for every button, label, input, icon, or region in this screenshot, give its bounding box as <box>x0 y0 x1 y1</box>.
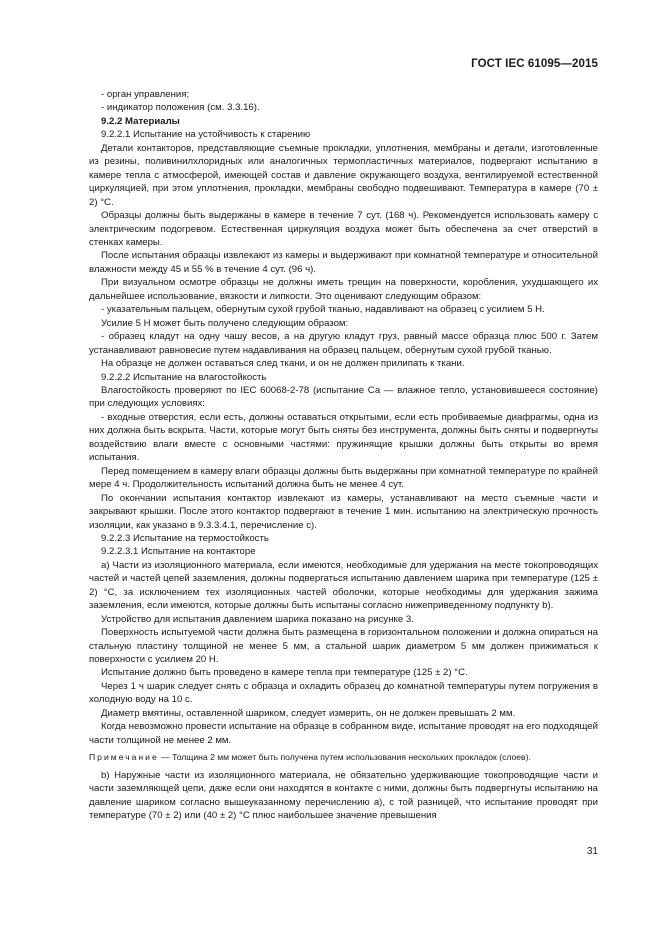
subsection-heading: 9.2.2.3.1 Испытание на контакторе <box>101 546 256 558</box>
paragraph: Через 1 ч шарик следует снять с образца и охладить образец до комнатной температуры путем погружения в холодную воду на 10 с. <box>89 680 598 706</box>
list-item: - образец кладут на одну чашу весов, а на другую кладут груз, равный массе образца плюс 500 г. Затем устанавливают равновесие путем надавливания на образец пальцем, обернутым сухой грубой тканью. <box>89 331 598 356</box>
note-label: Примечание <box>89 752 159 763</box>
subsection-heading: 9.2.2.1 Испытание на устойчивость к старению <box>101 129 311 141</box>
section-heading: 9.2.2 Материалы <box>101 115 180 127</box>
note <box>89 751 598 764</box>
paragraph: а) Части из изоляционного материала, если имеются, необходимые для удержания на месте токопроводящих частей и частей цепей заземления, должны подвергаться испытанию давлением шарика при температуре (125 ± 2) °С, за исключением тех изоляционных частей оболочки, которые необходимы для удержания зажима заземления, если имеются, которые должны быть испытаны согласно нижеприведенному подпункту b). <box>89 559 598 612</box>
paragraph: Детали контакторов, представляющие съемные прокладки, уплотнения, мембраны и детали, изготовленные из резины, поливинилхлоридных или аналогичных термопластичных материалов, подвергают испытанию в камере тепла с атмосферой, имеющей состав и давление окружающего воздуха, вентилируемой естественной циркуляцией, при этом уплотнения, прокладки, мембраны свободно подвешивают. Температура в камере (70 ± 2) °С. <box>89 142 598 208</box>
paragraph: Устройство для испытания давлением шарика показано на рисунке 3. <box>101 613 414 625</box>
list-item: - входные отверстия, если есть, должны оставаться открытыми, если есть пробиваемые диафрагмы, одна из них должна быть вскрыта. Части, которые могут быть сняты без инструмента, должны быть сняты и подвергнуты воздействию влаги вместе с основными частями: пружинящие крышки должны быть открыты во время испытания. <box>89 411 598 464</box>
document-header: ГОСТ IEC 61095—2015 <box>471 58 598 70</box>
list-item: - указательным пальцем, обернутым сухой грубой тканью, надавливают на образец с усилием 5 Н. <box>101 304 545 316</box>
paragraph: Влагостойкость проверяют по IEC 60068-2-78 (испытание Са — влажное тепло, установившееся состояние) при следующих условиях: <box>89 384 598 410</box>
paragraph: На образце не должен оставаться след ткани, и он не должен прилипать к ткани. <box>101 358 465 370</box>
list-item: - индикатор положения (см. 3.3.16). <box>101 102 260 114</box>
page-number: 31 <box>586 846 598 857</box>
paragraph: Когда невозможно провести испытание на образце в собранном виде, испытание проводят на его подходящей части толщиной не менее 2 мм. <box>89 721 598 746</box>
paragraph: Диаметр вмятины, оставленной шариком, следует измерить, он не должен превышать 2 мм. <box>101 707 516 719</box>
paragraph: Образцы должны быть выдержаны в камере в течение 7 сут. (168 ч). Рекомендуется использовать камеру с электрическим подогревом. Естественная циркуляция воздуха может быть обеспечена за счет отверстий в стенках камеры. <box>89 210 598 248</box>
paragraph: Испытание должно быть проведено в камере тепла при температуре (125 ± 2) °С. <box>101 667 468 679</box>
paragraph: После испытания образцы извлекают из камеры и выдерживают при комнатной температуре и относительной влажности между 45 и 55 % в течение 4 сут. (96 ч). <box>89 250 598 275</box>
page-body <box>89 88 598 822</box>
note-text: — Толщина 2 мм может быть получена путем использования нескольких прокладок (слоев). <box>158 752 531 763</box>
subsection-heading: 9.2.2.3 Испытание на термостойкость <box>101 532 269 544</box>
list-item: - орган управления; <box>101 89 190 100</box>
paragraph: Усилие 5 Н может быть получено следующим образом: <box>101 317 349 329</box>
paragraph: При визуальном осмотре образцы не должны иметь трещин на поверхности, коробления, ухудшающего их дальнейшее использование, вязкости и липкости. Это оценивают следующим образом: <box>89 277 598 302</box>
paragraph: Перед помещением в камеру влаги образцы должны быть выдержаны при комнатной температуре по крайней мере 4 ч. Продолжительность испытаний должна быть не менее 4 сут. <box>89 465 598 491</box>
subsection-heading: 9.2.2.2 Испытание на влагостойкость <box>101 371 267 383</box>
paragraph: b) Наружные части из изоляционного материала, не обязательно удерживающие токопроводящие части и части заземляющей цепи, даже если они находятся в контакте с ними, должны быть подвергнуты испытанию на давление шариком согласно вышеуказанному перечислению а), с той разницей, что испытание проводят при температуре (70 ± 2) или (40 ± 2) °С плюс наибольшее значение превышения <box>89 769 598 822</box>
paragraph: Поверхность испытуемой части должна быть размещена в горизонтальном положении и должна опираться на стальную пластину толщиной не менее 5 мм, а стальной шарик диаметром 5 мм должен прижиматься к поверхности с усилием 20 Н. <box>89 627 598 666</box>
paragraph: По окончании испытания контактор извлекают из камеры, устанавливают на место съемные части и закрывают крышки. После этого контактор подвергают в течение 1 мин. испытанию на электрическую прочность изоляции, как указано в 9.3.3.4.1, перечисление с). <box>89 492 598 531</box>
